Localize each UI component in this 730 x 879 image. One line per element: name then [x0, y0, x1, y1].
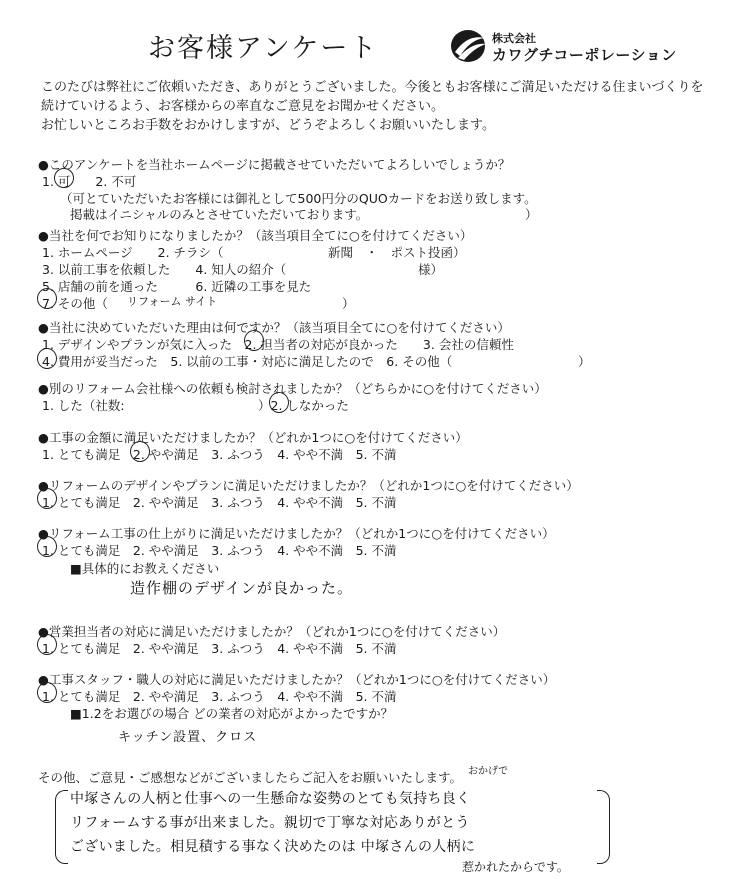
logo-company-name: カワグチコーポレーション	[492, 46, 677, 64]
q1-note: （可とていただいたお客様には御礼として500円分のQUOカードをお送り致します。	[60, 191, 537, 206]
q2-row: 新聞 ・ ポスト投函）	[328, 245, 466, 260]
q7-row: 1. とても満足 2. やや満足 3. ふつう 4. やや不満 5. 不満	[42, 543, 397, 558]
handwritten-comment: 中塚さんの人柄と仕事への一生懸命な姿勢のとても気持ち良く	[70, 791, 471, 807]
intro-line: このたびは弊社にご依頼いただき、ありがとうございました。今後ともお客様にご満足いただける住まいづくりを	[41, 80, 704, 95]
intro-line: 続けていけるよう、お客様からの率直なご意見をお聞かせください。	[41, 99, 445, 114]
answer-circle	[37, 348, 57, 369]
handwritten-comment: おかげで	[468, 766, 508, 777]
q1-options: 1. 可 2. 不可	[42, 174, 137, 189]
q6-row: 1. とても満足 2. やや満足 3. ふつう 4. やや不満 5. 不満	[42, 495, 397, 510]
q2-row: ）	[342, 296, 355, 311]
q2-row: 5. 店舗の前を通った 6. 近隣の工事を見た	[42, 279, 312, 294]
logo-mark-icon	[450, 28, 488, 64]
q3-row: ）	[578, 354, 591, 369]
intro-line: お忙しいところお手数をおかけしますが、どうぞよろしくお願いいたします。	[41, 118, 495, 133]
handwritten-comment: 惹かれたからです。	[462, 860, 569, 874]
q2-row: 7. その他（	[42, 296, 108, 311]
answer-circle	[54, 168, 74, 188]
answer-circle	[37, 488, 57, 509]
comments-prompt: その他、ご意見・ご感想などがございましたらご記入をお願いいたします。	[38, 770, 463, 785]
handwritten-comment: リフォームする事が出来ました。親切で丁寧な対応ありがとう	[70, 815, 470, 831]
q8-row: 1. とても満足 2. やや満足 3. ふつう 4. やや不満 5. 不満	[42, 641, 397, 656]
handwritten-answer: 造作棚のデザインが良かった。	[130, 579, 353, 597]
answer-circle	[269, 392, 289, 413]
q1-note-close: ）	[525, 207, 538, 222]
answer-circle	[244, 330, 264, 351]
handwritten-answer: リフォーム サイト	[127, 295, 218, 308]
q9-detail-label: ■1.2をお選びの場合 どの業者の対応がよかったですか？	[70, 706, 394, 721]
question-6: ●リフォームのデザインやプランに満足いただけましたか？（どれか1つに○を付けてください）	[38, 478, 579, 493]
handwritten-answer: キッチン設置、クロス	[118, 730, 258, 745]
intro-text	[41, 78, 704, 135]
q1-note: 掲載はイニシャルのみとさせていただいております。	[70, 207, 369, 222]
q2-row: 様）	[418, 262, 444, 277]
question-5: ●工事の金額に満足いただけましたか？（どれか1つに○を付けてください）	[38, 430, 468, 445]
q2-row: 1. ホームページ 2. チラシ（	[42, 245, 224, 260]
q2-row: 3. 以前工事を依頼した 4. 知人の紹介（	[42, 262, 287, 277]
answer-circle	[37, 288, 57, 309]
bracket-right	[597, 790, 610, 864]
question-4: ●別のリフォーム会社様への依頼も検討されましたか？（どちらかに○を付けてください）	[38, 381, 547, 396]
q3-row: 1. デザインやプランが気に入った 2. 担当者の対応が良かった 3. 会社の信頼性	[42, 337, 514, 352]
q7-detail-label: ■具体的にお教えください	[70, 561, 220, 576]
question-2: ●当社を何でお知りになりましたか？（該当項目全てに○を付けてください）	[38, 228, 473, 243]
company-logo	[450, 28, 680, 68]
q5-row: 1. とても満足 2. やや満足 3. ふつう 4. やや不満 5. 不満	[42, 447, 397, 462]
question-8: ●営業担当者の対応に満足いただけましたか？（どれか1つに○を付けてください）	[38, 624, 506, 639]
question-1: ●このアンケートを当社ホームページに掲載させていただいてよろしいでしょうか？	[38, 157, 511, 172]
question-9: ●工事スタッフ・職人の対応に満足いただけましたか？（どれか1つに○を付けてください）	[38, 672, 556, 687]
answer-circle	[37, 634, 57, 655]
q4-row: ）2. しなかった	[258, 398, 349, 413]
q3-row: 4. 費用が妥当だった 5. 以前の工事・対応に満足したので 6. その他（	[42, 354, 453, 369]
q9-row: 1. とても満足 2. やや満足 3. ふつう 4. やや不満 5. 不満	[42, 689, 397, 704]
answer-circle	[130, 441, 150, 462]
page-title: お客様アンケート	[148, 33, 379, 64]
bracket-left	[55, 790, 68, 864]
question-3: ●当社に決めていただいた理由は何ですか？（該当項目全てに○を付けてください）	[38, 320, 510, 335]
answer-circle	[37, 682, 57, 703]
logo-company-type: 株式会社	[492, 32, 536, 45]
question-7: ●リフォーム工事の仕上がりに満足いただけましたか？（どれか1つに○を付けてください）	[38, 526, 555, 541]
q4-row: 1. した（社数:	[42, 398, 125, 413]
answer-circle	[37, 536, 57, 557]
handwritten-comment: ございました。相見積する事なく決めたのは 中塚さんの人柄に	[70, 839, 476, 855]
